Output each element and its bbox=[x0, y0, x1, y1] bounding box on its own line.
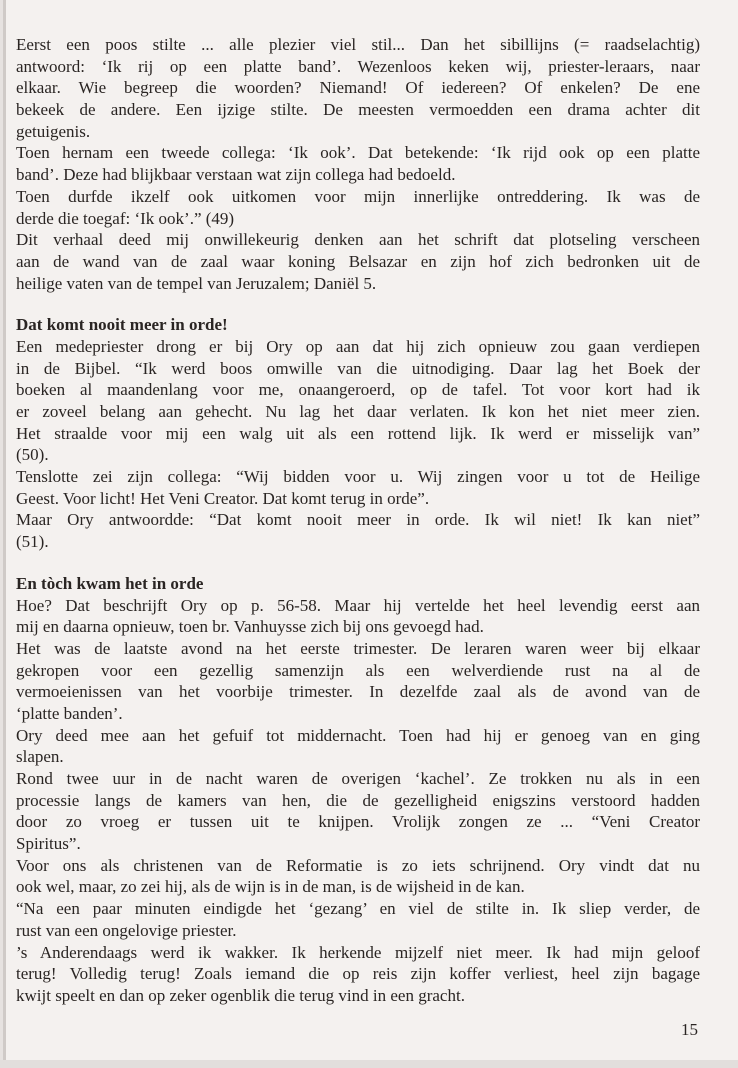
text-line: (51). bbox=[16, 532, 49, 552]
paragraph bbox=[16, 725, 700, 768]
text-line: bekeek de andere. Een ijzige stilte. De meesten vermoedden een drama achter dit bbox=[16, 100, 700, 120]
text-line: heilige vaten van de tempel van Jeruzalem; Daniël 5. bbox=[16, 273, 377, 293]
text-line: rust van een ongelovige priester. bbox=[16, 920, 237, 940]
paragraph bbox=[16, 768, 700, 855]
text-line: Toen hernam een tweede collega: ‘Ik ook’. Dat betekende: ‘Ik rijd ook op een platte bbox=[16, 143, 700, 163]
text-line: boeken al maandenlang voor me, onaangeroerd, op de tafel. Tot voor kort had ik bbox=[16, 380, 700, 400]
text-line: processie langs de kamers van hen, die de gezelligheid enigszins verstoord hadden bbox=[16, 790, 700, 810]
text-line: Eerst een poos stilte ... alle plezier viel stil... Dan het sibillijns (= raadselachtig) bbox=[16, 35, 700, 54]
paragraph bbox=[16, 898, 700, 941]
text-line: ‘platte banden’. bbox=[16, 703, 123, 723]
paragraph bbox=[16, 336, 700, 466]
text-line: Rond twee uur in de nacht waren de overigen ‘kachel’. Ze trokken nu als in een bbox=[16, 769, 700, 788]
paragraph bbox=[16, 509, 700, 552]
section bbox=[16, 573, 700, 1007]
text-line: Maar Ory antwoordde: “Dat komt nooit meer in orde. Ik wil niet! Ik kan niet” bbox=[16, 510, 700, 530]
text-line: antwoord: ‘Ik rij op een platte band’. Wezenloos keken wij, priester-leraars, naar bbox=[16, 56, 700, 76]
text-line: er zoveel belang aan gehecht. Nu lag het daar verlaten. Ik kon het niet meer zien. bbox=[16, 402, 700, 421]
text-line: slapen. bbox=[16, 747, 64, 767]
text-line: Het was de laatste avond na het eerste trimester. De leraren waren weer bij elkaar bbox=[16, 638, 700, 658]
text-line: mij en daarna opnieuw, toen br. Vanhuysse zich bij ons gevoegd had. bbox=[16, 617, 484, 637]
text-line: elkaar. Wie begreep die woorden? Niemand! Of iedereen? Of enkelen? De ene bbox=[16, 78, 700, 98]
text-line: Geest. Voor licht! Het Veni Creator. Dat komt terug in orde”. bbox=[16, 488, 430, 508]
section bbox=[16, 34, 700, 294]
text-line: door zo vroeg er tussen uit te knijpen. Vrolijk zongen ze ... “Veni Creator bbox=[16, 812, 700, 832]
text-line: Hoe? Dat beschrijft Ory op p. 56-58. Maar hij vertelde het heel levendig eerst aan bbox=[16, 595, 700, 615]
paragraph bbox=[16, 855, 700, 898]
text-line: ook wel, maar, zo zei hij, als de wijn is in de man, is de wijsheid in de kan. bbox=[16, 877, 525, 897]
text-line: vermoeienissen van het voorbije trimester. In dezelfde zaal als de avond van de bbox=[16, 682, 700, 702]
paragraph bbox=[16, 595, 700, 638]
section bbox=[16, 314, 700, 553]
text-line: (50). bbox=[16, 445, 49, 465]
text-line: terug! Volledig terug! Zoals iemand die op reis zijn koffer verliest, heel zijn bagage bbox=[16, 964, 700, 984]
text-line: Spiritus”. bbox=[16, 834, 81, 854]
paragraph bbox=[16, 186, 700, 229]
body-text bbox=[16, 34, 700, 1007]
section-heading: En tòch kwam het in orde bbox=[16, 573, 204, 593]
text-line: derde die toegaf: ‘Ik ook’.” (49) bbox=[16, 208, 235, 228]
text-line: Tenslotte zei zijn collega: “Wij bidden voor u. Wij zingen voor u tot de Heilige bbox=[16, 467, 700, 487]
page-binding-edge bbox=[3, 0, 6, 1068]
text-line: band’. Deze had blijkbaar verstaan wat zijn collega had bedoeld. bbox=[16, 165, 456, 185]
text-line: gekropen voor een gezellig samenzijn als een welverdiende rust na al de bbox=[16, 660, 700, 680]
paragraph bbox=[16, 638, 700, 725]
paragraph bbox=[16, 942, 700, 1007]
text-line: Ory deed mee aan het gefuif tot middernacht. Toen had hij er genoeg van en ging bbox=[16, 725, 700, 745]
text-line: kwijt speelt en dan op zeker ogenblik die terug vind in een gracht. bbox=[16, 985, 465, 1005]
text-line: aan de wand van de zaal waar koning Belsazar en zijn hof zich bedronken uit de bbox=[16, 251, 700, 271]
text-line: Een medepriester drong er bij Ory op aan dat hij zich opnieuw zou gaan verdiepen bbox=[16, 336, 700, 356]
text-line: Dit verhaal deed mij onwillekeurig denken aan het schrift dat plotseling verscheen bbox=[16, 230, 700, 250]
paragraph bbox=[16, 142, 700, 185]
text-line: ’s Anderendaags werd ik wakker. Ik herkende mijzelf niet meer. Ik had mijn geloof bbox=[16, 942, 700, 962]
text-line: Toen durfde ikzelf ook uitkomen voor mijn innerlijke ontreddering. Ik was de bbox=[16, 186, 700, 206]
text-line: in de Bijbel. “Ik werd boos omwille van die uitnodiging. Daar lag het Boek der bbox=[16, 358, 700, 378]
text-line: Voor ons als christenen van de Reformatie is zo iets schrijnend. Ory vindt dat nu bbox=[16, 855, 700, 875]
page-number: 15 bbox=[681, 1020, 698, 1039]
text-line: Het straalde voor mij een walg uit als een rottend lijk. Ik werd er misselijk van” bbox=[16, 423, 700, 443]
paragraph bbox=[16, 34, 700, 142]
section-heading: Dat komt nooit meer in orde! bbox=[16, 315, 228, 335]
text-line: getuigenis. bbox=[16, 121, 91, 141]
paragraph bbox=[16, 466, 700, 509]
page-bottom-edge bbox=[0, 1060, 738, 1068]
paragraph bbox=[16, 229, 700, 294]
text-line: “Na een paar minuten eindigde het ‘gezang’ en viel de stilte in. Ik sliep verder, de bbox=[16, 899, 700, 919]
